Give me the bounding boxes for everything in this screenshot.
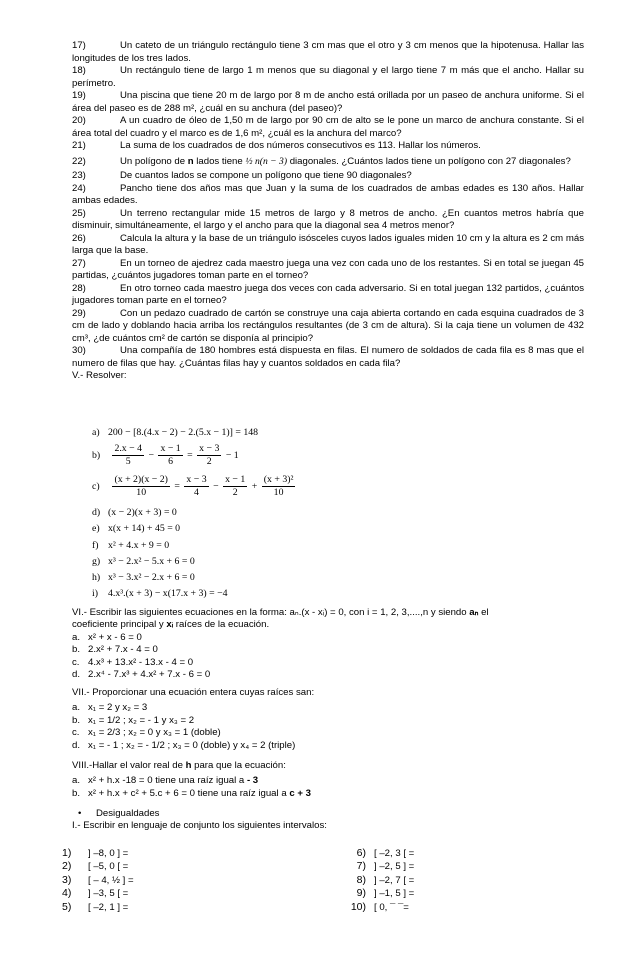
equation-e: e) x(x + 14) + 45 = 0 bbox=[92, 523, 181, 534]
list-item: 5) [ –2, 1 ] = bbox=[62, 900, 129, 913]
diagonal-formula: ½ n(n − 3) bbox=[245, 155, 288, 167]
problem-29: 29) Con un pedazo cuadrado de cartón se construye una caja abierta cortando en cada esquina cuadrados de 3 cm de lado y doblando hacia arriba los rectángulos resultantes (de 3 cm de altura). Si la caja tiene un volumen de 432 cm³, ¿de cuántos cm² de cartón se disponía al principio? bbox=[72, 307, 584, 344]
fraction: $\frac{2.x - 4}{5}$ bbox=[114, 443, 143, 467]
section-desigualdades bbox=[72, 808, 592, 833]
fraction: $\frac{\text{(x + 3)²}}{10}$ bbox=[263, 474, 294, 498]
list-item: a. x₁ = 2 y x₂ = 3 bbox=[72, 702, 148, 714]
list-item: 2) [ –5, 0 [ = bbox=[62, 860, 129, 873]
fraction: $\frac{x - 1}{6}$ bbox=[160, 443, 181, 467]
bullet-icon: • bbox=[78, 808, 82, 819]
problem-17: 17) Un cateto de un triángulo rectángulo tiene 3 cm mas que el otro y 3 cm menos que la hipotenusa. Hallar las longitudes de los tres lados. bbox=[72, 40, 584, 64]
fraction: $\frac{x - 1}{2}$ bbox=[225, 474, 246, 498]
list-item: 9) ] –1, 5 ] = bbox=[356, 887, 415, 900]
fraction: $\frac{x - 3}{2}$ bbox=[199, 443, 220, 467]
equation-g: g) x³ − 2.x² − 5.x + 6 = 0 bbox=[92, 556, 195, 567]
problem-21: 21) La suma de los cuadrados de dos números consecutivos es 113. Hallar los números. bbox=[72, 140, 481, 151]
problem-24: 24) Pancho tiene dos años mas que Juan y la suma de los cuadrados de ambas edades es 130 años. Hallar ambas edades. bbox=[72, 182, 584, 206]
problem-30: 30) Una compañía de 180 hombres está dispuesta en filas. El numero de soldados de cada fila es 8 mas que el numero de filas que hay. ¿Cuántas filas hay y cuantos soldados en cada fila? bbox=[72, 345, 584, 369]
problem-27: 27) En un torneo de ajedrez cada maestro juega una vez con cada uno de los restantes. Si en total se juegan 45 partidas, ¿cuántos jugadores toman parte en el torneo? bbox=[72, 257, 584, 281]
problem-28: 28) En otro torneo cada maestro juega dos veces con cada adversario. Si en total juegan 132 partidos, ¿cuántos jugadores toman parte en el torneo? bbox=[72, 282, 584, 306]
list-item: 7) ] –2, 5 ] = bbox=[356, 860, 415, 873]
equation-c: c) $\frac{(x + 2)(x - 2)}{10}$ = $\frac{x - 3}{4}$ − $\frac{x - 1}{2}$ + $\frac{\text{(x + 3)²}}{10}$ bbox=[92, 474, 294, 498]
list-item: 8) ] –2, 7 [ = bbox=[356, 873, 415, 886]
list-item: a. x² + h.x -18 = 0 tiene una raíz igual a - 3 bbox=[72, 775, 259, 787]
problem-19: 19) Una piscina que tiene 20 m de largo por 8 m de ancho está orillada por un paseo de anchura uniforme. Si el área del paseo es de 288 m², ¿cuál en su anchura (del paseo)? bbox=[72, 90, 584, 114]
section-6-title: VI.- Escribir las siguientes ecuaciones en la forma: aₙ.(x - xᵢ) = 0, con i = 1, 2, 3,....,n y siendo aₙ el bbox=[72, 607, 489, 618]
list-item: 6) [ –2, 3 [ = bbox=[356, 847, 415, 859]
interval-column-left bbox=[62, 847, 134, 914]
section-7 bbox=[72, 687, 592, 752]
list-item: d. x₁ = - 1 ; x₂ = - 1/2 ; x₃ = 0 (doble) y x₄ = 2 (triple) bbox=[72, 739, 296, 751]
section-7-title: VII.- Proporcionar una ecuación entera cuyas raíces san: bbox=[72, 687, 315, 698]
section-5-title: V.- Resolver: bbox=[72, 370, 127, 381]
interval-column-right bbox=[332, 847, 414, 914]
problem-20: 20) A un cuadro de óleo de 1,50 m de largo por 90 cm de alto se le pone un marco de anchura constante. Si el área total del cuadro y el marco es de 1,6 m², ¿cuál es la anchura del marco? bbox=[72, 115, 584, 139]
desigualdades-heading: • Desigualdades bbox=[72, 808, 592, 820]
list-item: 1) ] –8, 0 ] = bbox=[62, 847, 129, 859]
list-item: b. x₁ = 1/2 ; x₂ = - 1 y x₃ = 2 bbox=[72, 714, 195, 726]
section-6-subtitle: coeficiente principal y xᵢ raíces de la ecuación. bbox=[72, 619, 270, 631]
problem-18: 18) Un rectángulo tiene de largo 1 m menos que su diagonal y el largo tiene 7 m más que el ancho. Hallar su perímetro. bbox=[72, 65, 584, 89]
equation-i: i) 4.x³.(x + 3) − x(17.x + 3) = −4 bbox=[92, 588, 228, 599]
problem-25: 25) Un terreno rectangular mide 15 metros de largo y 8 metros de ancho. ¿En cuantos metros habría que disminuir, simultáneamente, el largo y el ancho para que la diagonal sea 4 metros menor? bbox=[72, 207, 584, 231]
list-item: c. 4.x³ + 13.x² - 13.x - 4 = 0 bbox=[72, 656, 194, 668]
problem-26: 26) Calcula la altura y la base de un triángulo isósceles cuyos lados iguales miden 10 cm y la altura es 2 cm más larga que la base. bbox=[72, 232, 584, 256]
list-item: 4) ] –3, 5 [ = bbox=[62, 887, 129, 900]
list-item: c. x₁ = 2/3 ; x₂ = 0 y x₃ = 1 (doble) bbox=[72, 727, 221, 739]
equation-f: f) x² + 4.x + 9 = 0 bbox=[92, 540, 170, 551]
equation-b: b) $\frac{2.x - 4}{5}$ − $\frac{x - 1}{6}$ = $\frac{x - 3}{2}$ − 1 bbox=[92, 443, 239, 467]
section-8-title: VIII.-Hallar el valor real de h para que la ecuación: bbox=[72, 760, 286, 771]
list-item: 10) [ 0, ¯ ¯= bbox=[350, 900, 409, 913]
equation-d: d) (x − 2)(x + 3) = 0 bbox=[92, 507, 177, 518]
problem-list bbox=[72, 40, 584, 383]
section-6 bbox=[72, 607, 592, 681]
section-8 bbox=[72, 760, 592, 800]
problem-23: 23) De cuantos lados se compone un polígono que tiene 90 diagonales? bbox=[72, 170, 412, 181]
list-item: b. 2.x² + 7.x - 4 = 0 bbox=[72, 644, 158, 656]
list-item: a. x² + x - 6 = 0 bbox=[72, 631, 142, 643]
fraction: $\frac{x - 3}{4}$ bbox=[186, 474, 207, 498]
desigualdades-instruction: I.- Escribir en lenguaje de conjunto los siguientes intervalos: bbox=[72, 820, 327, 832]
list-item: d. 2.x⁴ - 7.x³ + 4.x² + 7.x - 6 = 0 bbox=[72, 669, 211, 681]
fraction: $\frac{(x + 2)(x - 2)}{10}$ bbox=[114, 474, 168, 498]
equation-a: a) 200 − [8.(4.x − 2) − 2.(5.x − 1)] = 148 bbox=[92, 427, 259, 438]
equation-h: h) x³ − 3.x² − 2.x + 6 = 0 bbox=[92, 572, 195, 583]
problem-22: 22) Un polígono de n lados tiene ½ n(n − 3) diagonales. ¿Cuántos lados tiene un polígono con 27 diagonales? bbox=[72, 155, 571, 167]
list-item: 3) [ – 4, ½ ] = bbox=[62, 873, 134, 886]
list-item: b. x² + h.x + c² + 5.c + 6 = 0 tiene una raíz igual a c + 3 bbox=[72, 787, 311, 799]
